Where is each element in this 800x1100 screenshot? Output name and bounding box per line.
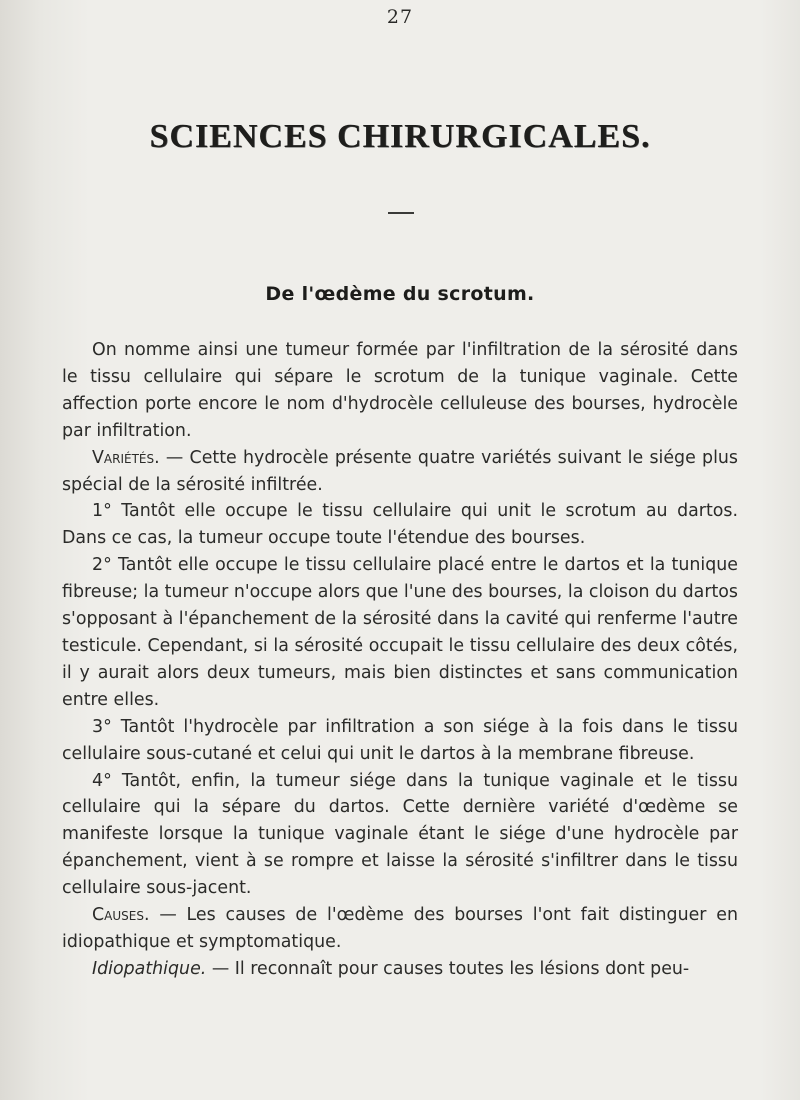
body-text <box>62 337 738 983</box>
paragraph-idiopathique: Idiopathique. — Il reconnaît pour causes toutes les lésions dont peu- <box>92 958 690 979</box>
paragraph-variety-4: 4° Tantôt, enfin, la tumeur siége dans la tunique vaginale et le tissu cellulaire qui la sépare du dartos. Cette dernière variété d'œdème se manifeste lorsque la tunique vaginale étant le siége d'une hydrocèle par épanchement, vient à se rompre et laisse la sérosité s'infiltrer dans le tissu cellulaire sous-jacent. <box>62 770 738 899</box>
paragraph-variety-3: 3° Tantôt l'hydrocèle par infiltration a son siége à la fois dans le tissu cellulaire sous-cutané et celui qui unit le dartos à la membrane fibreuse. <box>62 716 738 764</box>
paragraph-variety-2: 2° Tantôt elle occupe le tissu cellulaire placé entre le dartos et la tunique fibreuse; la tumeur n'occupe alors que l'une des bourses, la cloison du dartos s'opposant à l'épanchement de la sérosité dans la cavité qui renferme l'autre testicule. Cependant, si la sérosité occupait le tissu cellulaire des deux côtés, il y aurait alors deux tumeurs, mais bien distinctes et sans communication entre elles. <box>62 555 738 710</box>
article-title: De l'œdème du scrotum. <box>265 283 535 305</box>
paragraph-lead: Causes. <box>92 905 150 926</box>
paragraph-causes: Causes. — Les causes de l'œdème des bourses l'ont fait distinguer en idiopathique et symptomatique. <box>62 905 738 952</box>
section-title: SCIENCES CHIRURGICALES. <box>149 118 651 155</box>
title-rule <box>388 212 414 214</box>
paragraph-definition: On nomme ainsi une tumeur formée par l'infiltration de la sérosité dans le tissu cellulaire qui sépare le scrotum de la tunique vaginale. Cette affection porte encore le nom d'hydrocèle celluleuse des bourses, hydrocèle par infiltration. <box>62 340 738 441</box>
paragraph-variety-1: 1° Tantôt elle occupe le tissu cellulaire qui unit le scrotum au dartos. Dans ce cas, la tumeur occupe toute l'étendue des bourses. <box>62 501 738 549</box>
page-number: 27 <box>386 6 414 28</box>
paragraph-lead: Variétés. <box>92 447 160 468</box>
paragraph-varietes: Variétés. — Cette hydrocèle présente quatre variétés suivant le siége plus spécial de la sérosité infiltrée. <box>62 447 738 495</box>
paragraph-lead: Idiopathique. <box>92 958 207 979</box>
